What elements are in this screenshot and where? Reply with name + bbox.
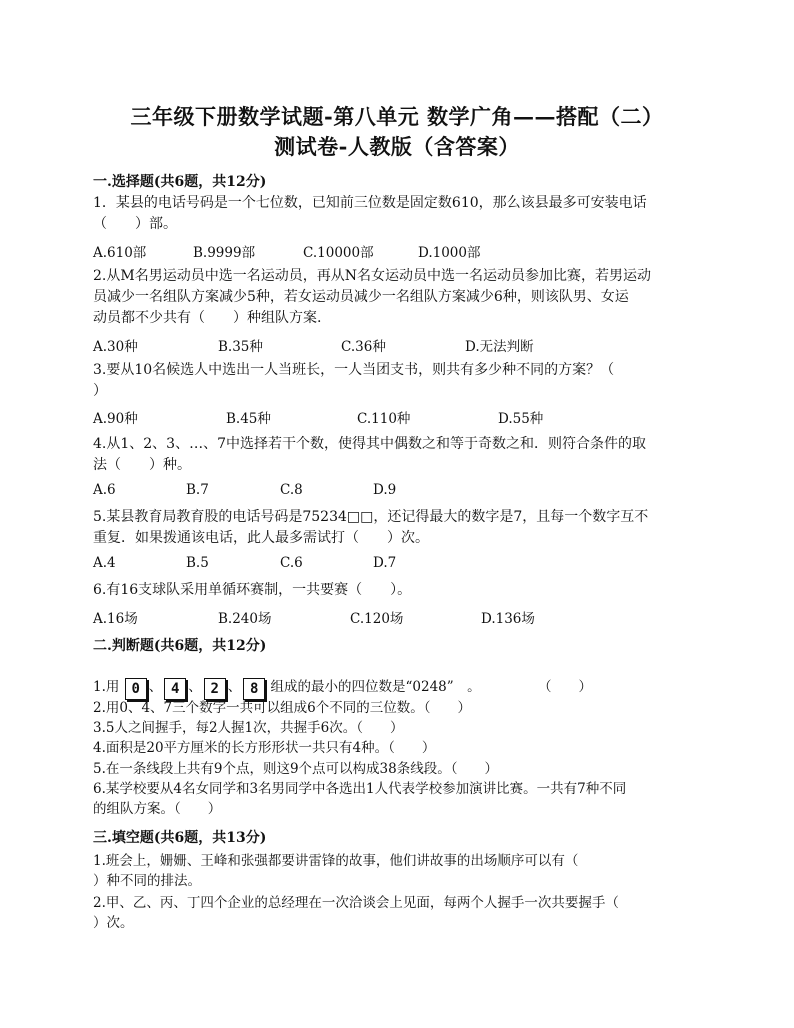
judgement-1-suffix: 组成的最小的四位数是“0248” 。 [270,679,481,695]
question-line: 2.从M名男运动员中选一名运动员，再从N名女运动员中选一名运动员参加比赛，若男运动 [93,268,651,284]
option-c: C.110种 [357,411,411,427]
judgement-line: 6.某学校要从4名女同学和3名男同学中各选出1人代表学校参加演讲比赛。一共有7种不同 [93,781,627,797]
option-b: B.35种 [218,339,263,355]
option-a: A.4 [93,555,116,571]
question-line: 动员都不少共有（ ）种组队方案. [93,310,322,326]
question-line: 6.有16支球队采用单循环赛制，一共要赛（ ）。 [93,582,412,598]
option-c: C.120场 [350,611,404,627]
judgement-3: 3.5人之间握手，每2人握1次，共握手6次。（ ） [93,720,404,736]
judgement-2: 2.用0、4、7三个数字一共可以组成6个不同的三位数。（ ） [93,700,471,716]
option-a: A.16场 [93,611,138,627]
option-a: A.90种 [93,411,138,427]
fill-in-1 [93,851,713,891]
option-b: B.7 [186,482,209,498]
question-line: 法（ ）种。 [93,457,191,473]
question-1-1 [93,193,713,235]
question-1-4 [93,434,713,476]
option-a: A.6 [93,482,116,498]
judgement-4: 4.面积是20平方厘米的长方形形状一共只有4种。（ ） [93,740,436,756]
answer-blank: （ ） [538,679,592,695]
question-line: 2.甲、乙、丙、丁四个企业的总经理在一次洽谈会上见面，每两个人握手一次共要握手（ [93,895,619,911]
digit-card-0: 0 [125,678,147,700]
option-a: A.610部 [93,245,147,261]
question-line: ）种不同的排法。 [93,873,201,889]
judgement-line: 的组队方案。（ ） [93,801,222,817]
option-c: C.10000部 [303,245,374,261]
question-line: 1.班会上，姗姗、王峰和张强都要讲雷锋的故事，他们讲故事的出场顺序可以有（ [93,853,579,869]
option-b: B.9999部 [193,245,256,261]
option-d: D.无法判断 [465,339,534,355]
question-line: ）次。 [93,915,134,931]
section-2-heading: 二.判断题(共6题，共12分) [93,638,267,654]
title-line-2: 测试卷-人教版（含答案） [274,134,520,159]
card-separator: 、 [148,679,163,695]
question-line: ） [93,383,107,399]
judgement-1 [93,675,713,699]
card-separator: 、 [188,679,202,695]
option-d: D.136场 [481,611,535,627]
question-line: 4.从1、2、3、…、7中选择若干个数，使得其中偶数之和等于奇数之和．则符合条件的取 [93,436,646,452]
question-1-3 [93,360,713,402]
options-1-5 [93,555,713,575]
option-d: D.55种 [498,411,544,427]
section-3-heading: 三.填空题(共6题，共13分) [93,830,267,846]
title-line-1: 三年级下册数学试题-第八单元 数学广角——搭配（二） [130,104,664,129]
judgement-1-prefix: 1.用 [93,679,120,695]
fill-in-2 [93,893,713,933]
option-d: D.7 [373,555,397,571]
section-1-heading: 一.选择题(共6题，共12分) [93,174,267,190]
option-a: A.30种 [93,339,138,355]
question-line: 1．某县的电话号码是一个七位数，已知前三位数是固定数610，那么该县最多可安装电话 [93,195,647,211]
card-separator: 、 [227,679,242,695]
digit-card-8: 8 [243,678,265,700]
option-c: C.6 [280,555,303,571]
options-1-4 [93,482,713,502]
question-1-2 [93,266,713,329]
question-line: 5.某县教育局教育股的电话号码是75234□□，还记得最大的数字是7，且每一个数字互不 [93,509,649,525]
option-b: B.240场 [218,611,272,627]
options-1-6 [93,607,713,627]
question-1-5 [93,507,713,549]
options-1-2 [93,335,713,355]
question-line: 员减少一名组队方案减少5种，若女运动员减少一名组队方案减少6种，则该队男、女运 [93,289,629,305]
option-d: D.9 [373,482,397,498]
question-line: 重复．如果拨通该电话，此人最多需试打（ ）次。 [93,530,429,546]
options-1-3 [93,407,713,427]
judgement-6 [93,779,713,819]
option-c: C.8 [280,482,303,498]
digit-card-2: 2 [204,678,226,700]
judgement-5: 5.在一条线段上共有9个点，则这9个点可以构成38条线段。（ ） [93,761,498,777]
option-c: C.36种 [341,339,386,355]
options-1-1 [93,241,713,261]
digit-card-4: 4 [164,678,186,700]
question-line: （ ）部。 [93,216,177,232]
question-1-6 [93,580,713,601]
option-b: B.45种 [226,411,271,427]
option-b: B.5 [186,555,209,571]
option-d: D.1000部 [418,245,481,261]
question-line: 3.要从10名候选人中选出一人当班长，一人当团支书，则共有多少种不同的方案？（ [93,362,615,378]
